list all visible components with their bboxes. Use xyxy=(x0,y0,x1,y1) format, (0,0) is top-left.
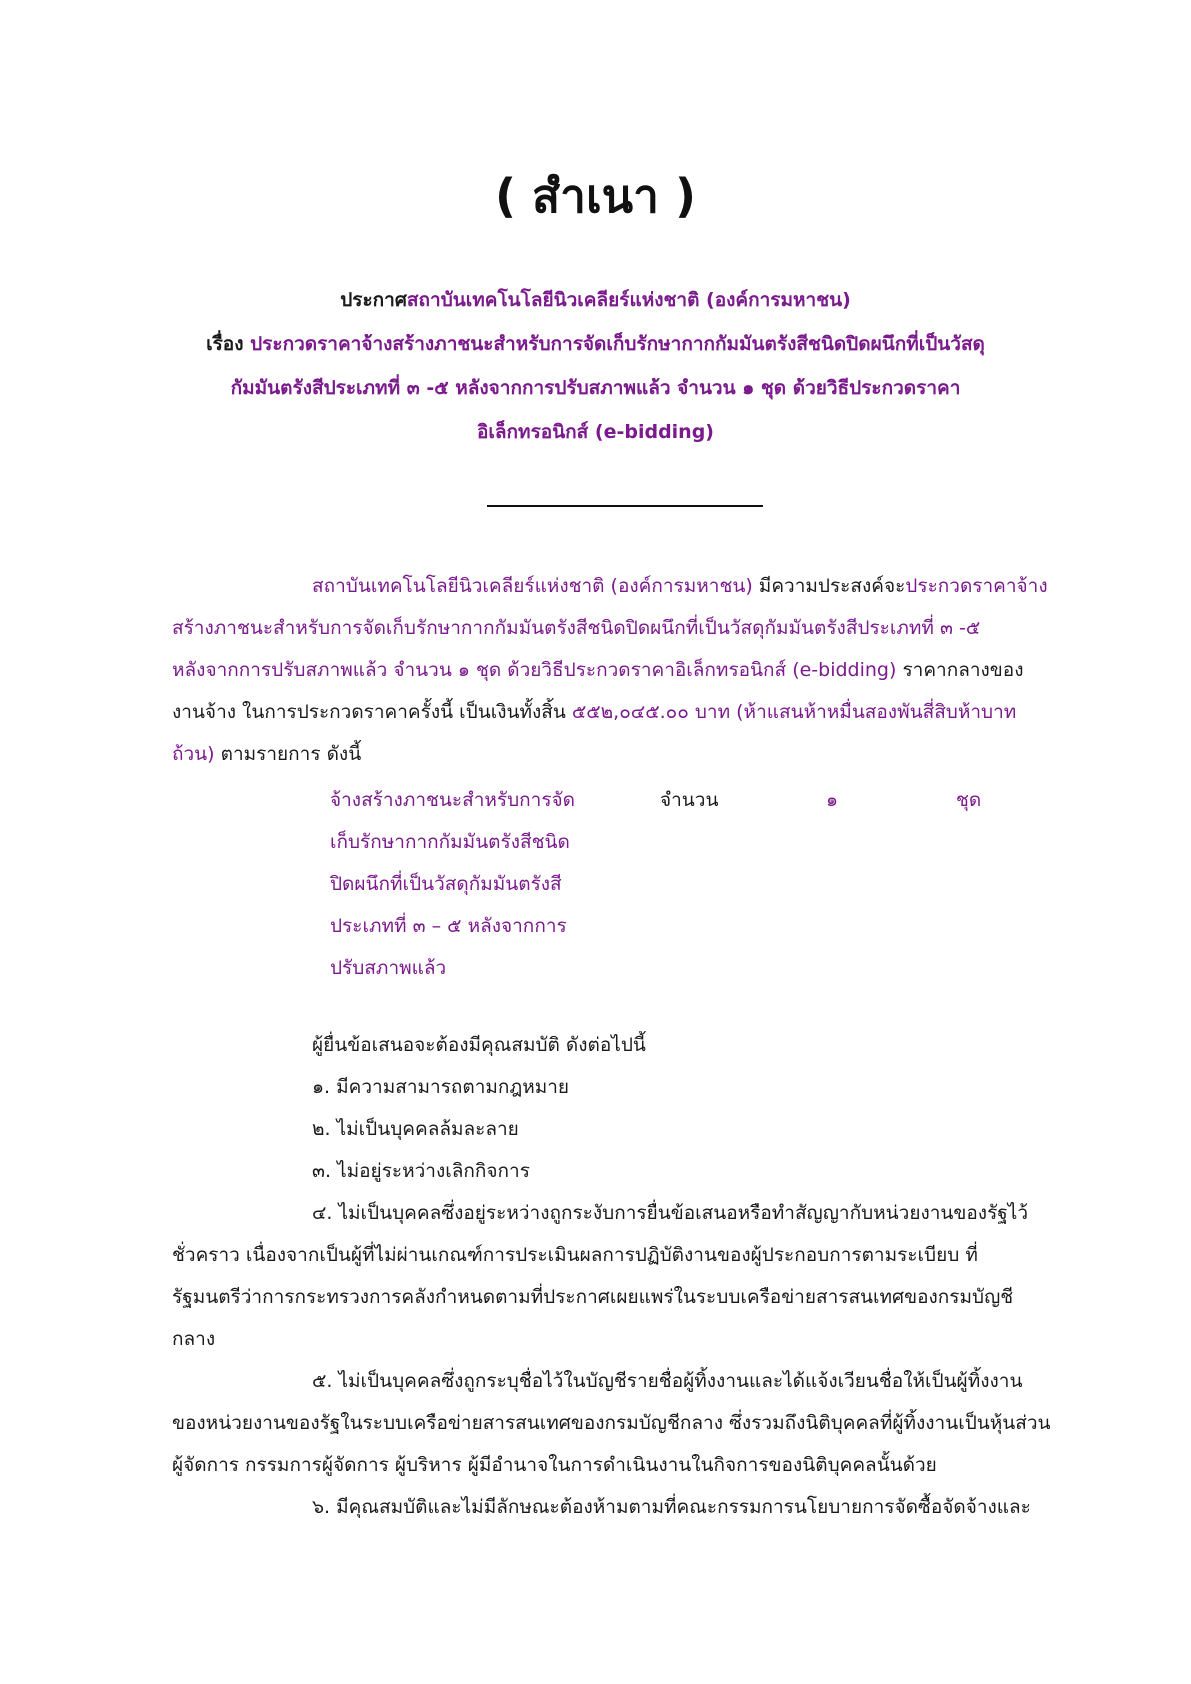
item-desc-line: ปิดผนึกที่เป็นวัสดุกัมมันตรังสี xyxy=(330,873,562,895)
intro-line-1 xyxy=(172,565,1080,607)
qualification-2: ๒. ไม่เป็นบุคคลล้มละลาย xyxy=(312,1118,519,1140)
intro-org: สถาบันเทคโนโลยีนิวเคลียร์แห่งชาติ (องค์การมหาชน) xyxy=(312,575,753,597)
item-quantity: ๑ xyxy=(826,789,839,811)
qualification-5-line-2: ของหน่วยงานของรัฐในระบบเครือข่ายสารสนเทศของกรมบัญชีกลาง ซึ่งรวมถึงนิติบุคคลที่ผู้ทิ้งงานเป็นหุ้นส่วน xyxy=(172,1412,1051,1434)
qualifications-section xyxy=(172,1024,1080,1528)
intro-line-5 xyxy=(172,733,1080,775)
intro-paragraph xyxy=(172,565,1080,775)
announcement-title-line xyxy=(150,278,1041,322)
intro-line5-black: ตามรายการ ดังนี้ xyxy=(214,743,362,765)
intro-line3-purple: หลังจากการปรับสภาพแล้ว จำนวน ๑ ชุด ด้วยวิธีประกวดราคาอิเล็กทรอนิกส์ (e-bidding) xyxy=(172,659,897,681)
subject-prefix: เรื่อง xyxy=(206,333,244,355)
qualification-4-line-3: รัฐมนตรีว่าการกระทรวงการคลังกำหนดตามที่ประกาศเผยแพร่ในระบบเครือข่ายสารสนเทศของกรมบัญชี xyxy=(172,1286,1014,1308)
subject-line-2: กัมมันตรังสีประเภทที่ ๓ -๕ หลังจากการปรับสภาพแล้ว จำนวน ๑ ชุด ด้วยวิธีประกวดราคา xyxy=(230,377,961,399)
item-description xyxy=(330,779,590,989)
item-quantity-label: จำนวน xyxy=(660,789,719,811)
item-desc-line: จ้างสร้างภาชนะสำหรับการจัด xyxy=(330,789,576,811)
announce-prefix: ประกาศ xyxy=(340,289,407,311)
subject-line-1 xyxy=(150,322,1041,366)
qualification-3: ๓. ไม่อยู่ระหว่างเลิกกิจการ xyxy=(312,1160,530,1182)
item-desc-line: เก็บรักษากากกัมมันตรังสีชนิด xyxy=(330,831,570,853)
item-unit: ชุด xyxy=(956,789,982,811)
qualifications-intro: ผู้ยื่นข้อเสนอจะต้องมีคุณสมบัติ ดังต่อไปนี้ xyxy=(312,1034,646,1056)
subject-text-1: ประกวดราคาจ้างสร้างภาชนะสำหรับการจัดเก็บรักษากากกัมมันตรังสีชนิดปิดผนึกที่เป็นวัสดุ xyxy=(243,333,985,355)
item-desc-line: ประเภทที่ ๓ – ๕ หลังจากการ xyxy=(330,915,567,937)
intro-line1-end: ประกวดราคาจ้าง xyxy=(905,575,1048,597)
subject-line-3: อิเล็กทรอนิกส์ (e-bidding) xyxy=(477,421,714,443)
qualification-5-line-1: ๕. ไม่เป็นบุคคลซึ่งถูกระบุชื่อไว้ในบัญชีรายชื่อผู้ทิ้งงานและได้แจ้งเวียนชื่อให้เป็นผู้ทิ้งงาน xyxy=(312,1370,1023,1392)
intro-line4-black: งานจ้าง ในการประกวดราคาครั้งนี้ เป็นเงินทั้งสิ้น xyxy=(172,701,572,723)
intro-line-3 xyxy=(172,649,1080,691)
copy-mark-title: ( สำเนา ) xyxy=(495,169,696,223)
intro-line3-black: ราคากลางของ xyxy=(896,659,1024,681)
header-divider xyxy=(487,505,763,507)
announce-org: สถาบันเทคโนโลยีนิวเคลียร์แห่งชาติ (องค์การมหาชน) xyxy=(406,289,851,311)
qualification-5-line-3: ผู้จัดการ กรรมการผู้จัดการ ผู้บริหาร ผู้มีอำนาจในการดำเนินงานในกิจการของนิติบุคคลนั้นด้วย xyxy=(172,1454,937,1476)
qualification-4-line-1: ๔. ไม่เป็นบุคคลซึ่งอยู่ระหว่างถูกระงับการยื่นข้อเสนอหรือทำสัญญากับหน่วยงานของรัฐไว้ xyxy=(312,1202,1028,1224)
intro-line5-purple: ถ้วน) xyxy=(172,743,215,765)
qualification-1: ๑. มีความสามารถตามกฎหมาย xyxy=(312,1076,570,1098)
qualification-6-line-1: ๖. มีคุณสมบัติและไม่มีลักษณะต้องห้ามตามที่คณะกรรมการนโยบายการจัดซื้อจัดจ้างและ xyxy=(312,1496,1031,1518)
qualification-4-line-2: ชั่วคราว เนื่องจากเป็นผู้ที่ไม่ผ่านเกณฑ์การประเมินผลการปฏิบัติงานของผู้ประกอบการตามระเบียบ ที่ xyxy=(172,1244,978,1266)
qualification-4-line-4: กลาง xyxy=(172,1328,216,1350)
intro-wish: มีความประสงค์จะ xyxy=(752,575,906,597)
budget-amount: ๕๕๒,๐๔๕.๐๐ บาท (ห้าแสนห้าหมื่นสองพันสี่สิบห้าบาท xyxy=(571,701,1017,723)
announcement-header xyxy=(150,278,1041,454)
intro-line-2: สร้างภาชนะสำหรับการจัดเก็บรักษากากกัมมันตรังสีชนิดปิดผนึกที่เป็นวัสดุกัมมันตรังสีประเภทที่ ๓ -๕ xyxy=(172,617,981,639)
item-desc-line: ปรับสภาพแล้ว xyxy=(330,957,447,979)
intro-line-4 xyxy=(172,691,1080,733)
